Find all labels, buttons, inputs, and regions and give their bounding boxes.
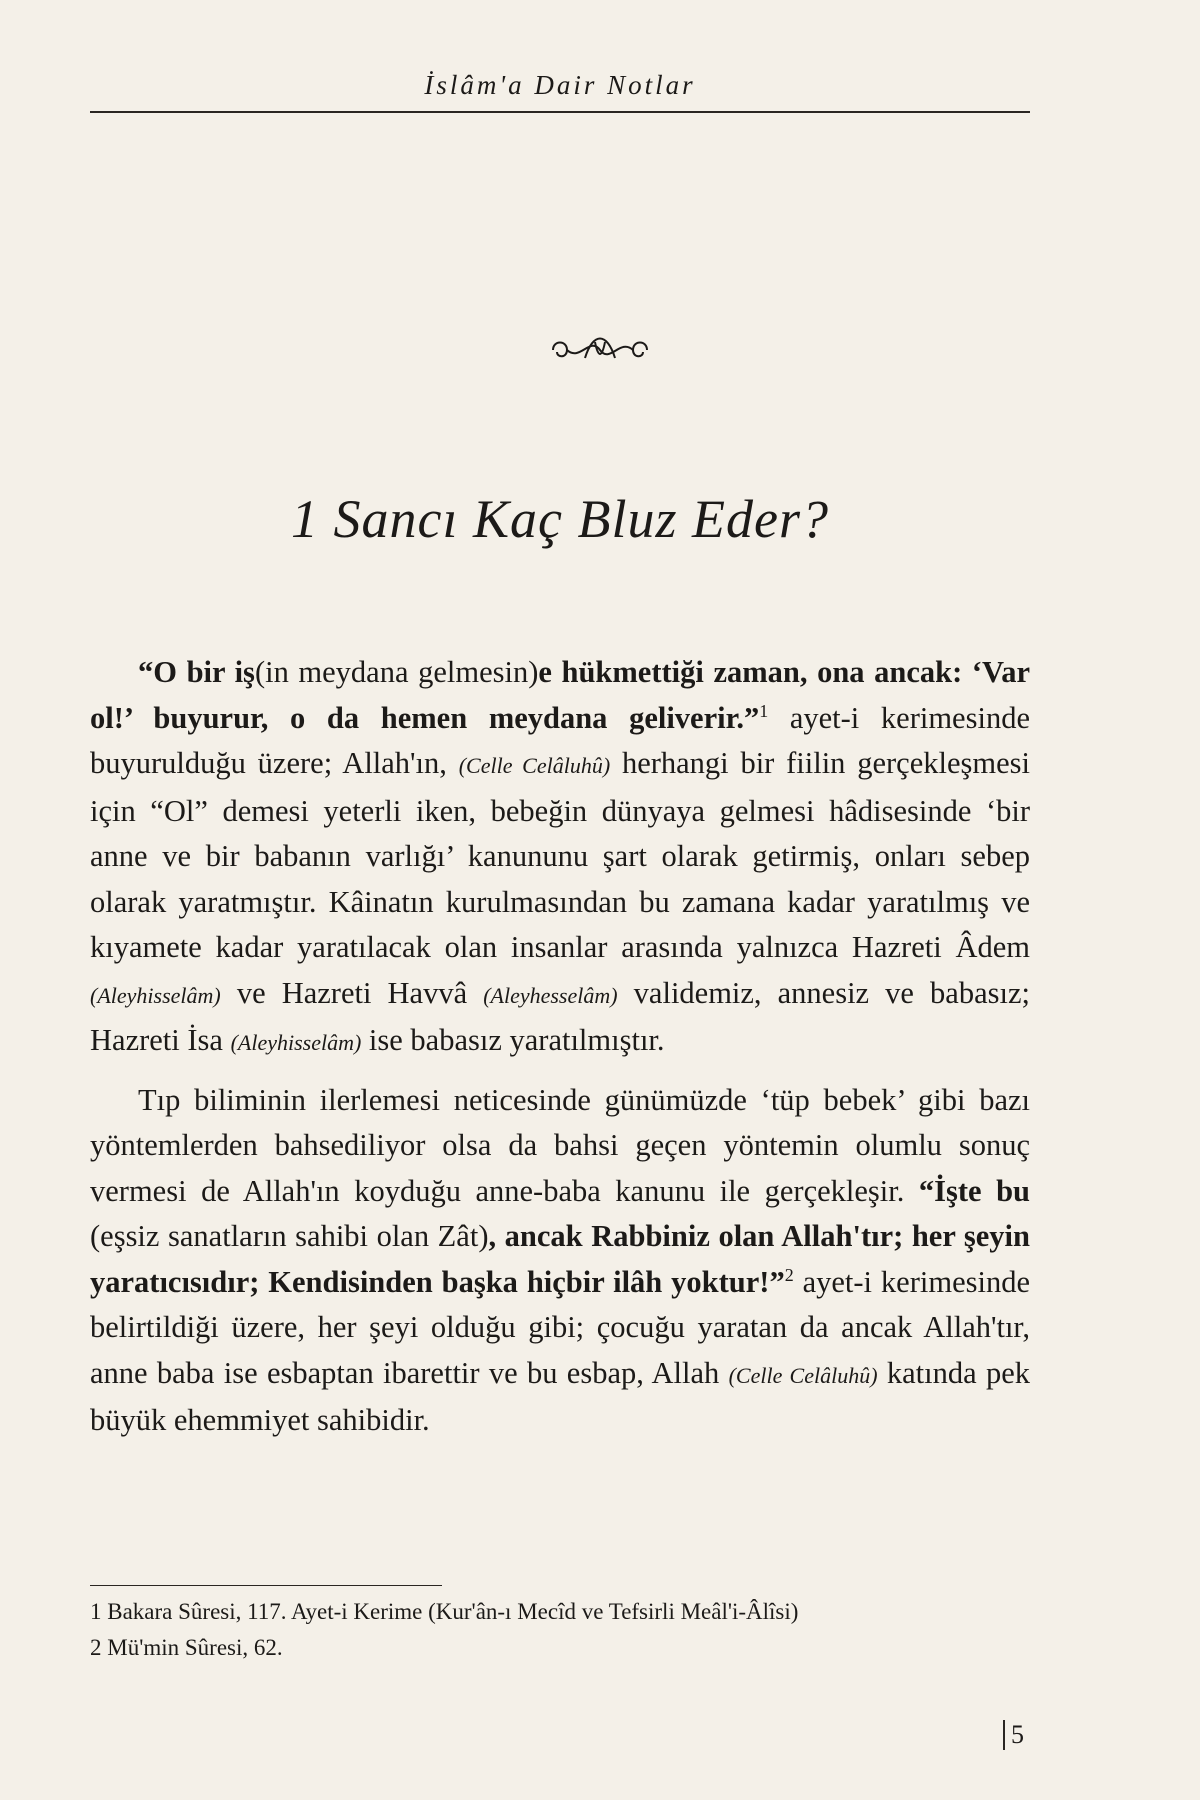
text-run: ise babasız yaratılmıştır.: [361, 1023, 665, 1057]
honorific-note: (Aleyhisselâm): [230, 1030, 362, 1055]
text-run: herhangi bir fiilin gerçekleşmesi için “Ol” demesi yeterli iken, bebeğin dünyaya gelmesi hâdisesinde ‘bir anne ve bir babanın varlığı’ kanununu şart olarak getirmiş, onları sebep olarak yaratmıştır. Kâinatın kurulmasından bu zamana kadar yaratılmış ve kıyamete kadar yaratılacak olan insanlar arasında yalnızca Hazreti Âdem: [90, 746, 1030, 964]
footnote-ref-2: 2: [784, 1264, 794, 1285]
page-number: 5: [1003, 1720, 1024, 1750]
verse-parenthetical: (eşsiz sanatların sahibi olan Zât): [90, 1219, 489, 1253]
ornament-flourish-icon: [545, 328, 655, 372]
verse-quote-2a: “İşte bu: [918, 1173, 1031, 1208]
text-run: validemiz, annesiz ve babasız; Hazreti İsa: [90, 975, 1030, 1057]
paragraph-1: [90, 650, 1030, 1066]
running-header: İslâm'a Dair Notlar: [424, 70, 696, 100]
text-run: ve Hazreti Havvâ: [220, 975, 484, 1010]
paragraph-2: [90, 1078, 1030, 1444]
text-run: ayet-i kerimesinde belirtildiği üzere, her şeyi olduğu gibi; çocuğu yaratan da ancak Allah'tır, anne baba ise esbaptan ibarettir ve bu esbap, Allah: [90, 1264, 1030, 1390]
honorific-note: (Aleyhisselâm): [90, 982, 221, 1008]
chapter-title: 1 Sancı Kaç Bluz Eder?: [291, 489, 829, 549]
footnote-rule: [90, 1585, 442, 1586]
footnote-2: 2 Mü'min Sûresi, 62.: [90, 1635, 283, 1660]
text-run: ayet-i kerimesinde buyurulduğu üzere; Allah'ın,: [90, 700, 1030, 780]
footnote-ref-1: 1: [759, 700, 769, 721]
header-rule: [90, 111, 1030, 113]
verse-quote-1a: “O bir iş: [138, 655, 255, 689]
footnotes: [90, 1594, 1030, 1666]
footnote-1: 1 Bakara Sûresi, 117. Ayet-i Kerime (Kur'ân-ı Mecîd ve Tefsirli Meâl'i-Âlîsi): [90, 1599, 799, 1624]
verse-parenthetical: (in meydana gelmesin): [254, 655, 539, 689]
verse-quote-1b: e hükmettiği zaman, ona ancak: ‘Var ol!’ buyurur, o da hemen meydana geliverir.”: [90, 655, 1030, 735]
honorific-note: (Celle Celâluhû): [728, 1362, 878, 1388]
honorific-note: (Celle Celâluhû): [458, 753, 611, 778]
verse-quote-2b: , ancak Rabbiniz olan Allah'tır; her şeyin yaratıcısıdır; Kendisinden başka hiçbir ilâh yoktur!”: [90, 1219, 1030, 1299]
body-text: [90, 650, 1030, 1444]
honorific-note: (Aleyhesselâm): [483, 982, 618, 1008]
text-run: Tıp biliminin ilerlemesi neticesinde günümüzde ‘tüp bebek’ gibi bazı yöntemlerden bahsediliyor olsa da bahsi geçen yöntemin olumlu sonuç vermesi de Allah'ın koyduğu anne-baba kanunu ile gerçekleşir.: [90, 1082, 1030, 1208]
text-run: katında pek büyük ehemmiyet sahibidir.: [90, 1355, 1030, 1437]
